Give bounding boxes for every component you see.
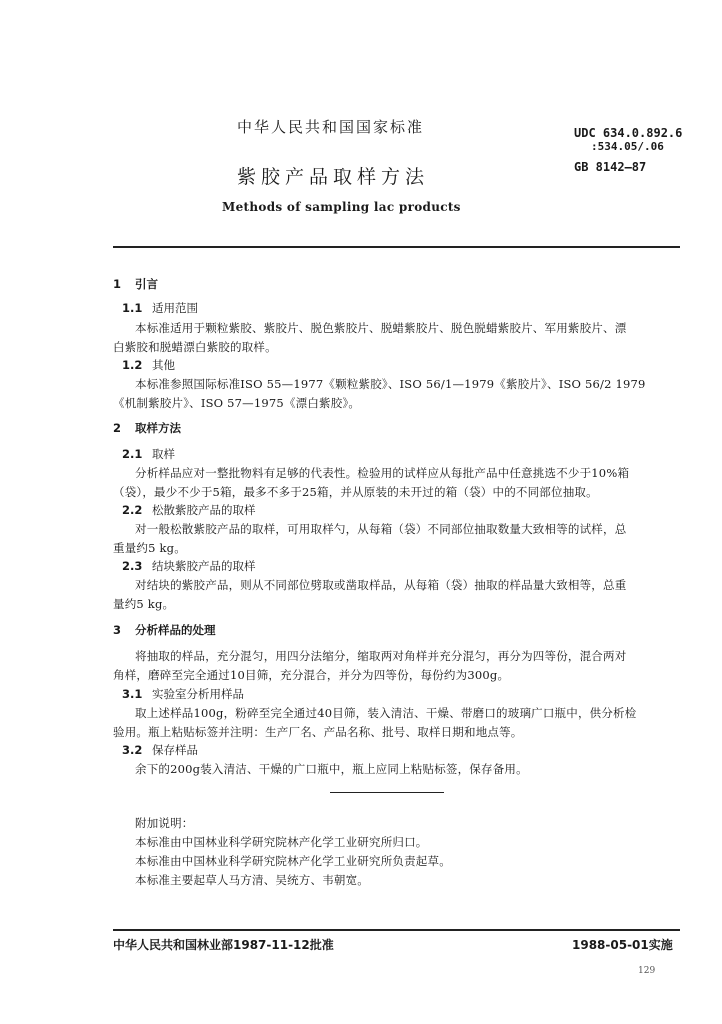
- section-2-1-heading: [122, 446, 175, 462]
- paragraph-line: 分析样品应对一整批物料有足够的代表性。检验用的试样应从每批产品中任意挑选不少于10%箱: [135, 466, 630, 480]
- section-1-1-heading: [122, 300, 198, 316]
- country-standard-title: 中华人民共和国国家标准: [237, 118, 425, 136]
- document-title-cn: 紫胶产品取样方法: [237, 166, 430, 188]
- paragraph-line: 角样，磨碎至完全通过10目筛，充分混合，并分为四等份，每份约为300g。: [113, 668, 510, 682]
- paragraph-line: 本标准适用于颗粒紫胶、紫胶片、脱色紫胶片、脱蜡紫胶片、脱色脱蜡紫胶片、军用紫胶片、漂: [135, 321, 627, 335]
- paragraph-line: 白紫胶和脱蜡漂白紫胶的取样。: [113, 340, 277, 354]
- notes-line: 本标准由中国林业科学研究院林产化学工业研究所负责起草。: [135, 854, 451, 868]
- section-number: 1.1: [122, 301, 143, 315]
- paragraph-line: 重量约5 kg。: [113, 541, 186, 555]
- section-number: 3: [113, 623, 122, 637]
- section-1-2-heading: [122, 357, 175, 373]
- end-of-text-rule: [330, 792, 444, 793]
- section-title: 其他: [152, 358, 175, 372]
- section-number: 2.1: [122, 447, 143, 461]
- gb-standard-code: GB 8142—87: [574, 160, 647, 174]
- notes-heading: 附加说明：: [135, 816, 194, 830]
- paragraph-line: 对结块的紫胶产品，则从不同部位劈取或凿取样品，从每箱（袋）抽取的样品量大致相等，总重: [135, 578, 627, 592]
- paragraph-line: 《机制紫胶片》、ISO 57—1975《漂白紫胶》。: [113, 396, 361, 410]
- notes-line: 本标准由中国林业科学研究院林产化学工业研究所归口。: [135, 835, 428, 849]
- section-number: 2.2: [122, 503, 143, 517]
- section-3-heading: [113, 622, 216, 638]
- approval-statement: 中华人民共和国林业部1987-11-12批准: [113, 938, 334, 952]
- paragraph-line: 将抽取的样品，充分混匀，用四分法缩分，缩取两对角样并充分混匀，再分为四等份，混合两对: [135, 649, 627, 663]
- implementation-date: 1988-05-01实施: [572, 938, 673, 952]
- paragraph-line: 验用。瓶上粘贴标签并注明：生产厂名、产品名称、批号、取样日期和地点等。: [113, 725, 523, 739]
- udc-code-line2: :534.05/.06: [591, 140, 664, 153]
- paragraph-line: 本标准参照国际标准ISO 55—1977《颗粒紫胶》、ISO 56/1—1979《紫胶片》、ISO 56/2 1979: [135, 377, 646, 391]
- footer-divider: [113, 929, 680, 931]
- section-title: 实验室分析用样品: [152, 687, 244, 701]
- section-2-2-heading: [122, 502, 256, 518]
- section-1-heading: [113, 276, 158, 292]
- paragraph-line: 对一般松散紫胶产品的取样，可用取样勺，从每箱（袋）不同部位抽取数量大致相等的试样，总: [135, 522, 627, 536]
- paragraph-line: 余下的200g装入清洁、干燥的广口瓶中，瓶上应同上粘贴标签，保存备用。: [135, 762, 528, 776]
- section-title: 松散紫胶产品的取样: [152, 503, 256, 517]
- paragraph-line: 取上述样品100g，粉碎至完全通过40目筛，装入清洁、干燥、带磨口的玻璃广口瓶中，供分析检: [135, 706, 637, 720]
- section-title: 结块紫胶产品的取样: [152, 559, 256, 573]
- section-number: 2: [113, 421, 122, 435]
- header-divider: [113, 246, 680, 248]
- section-2-3-heading: [122, 558, 256, 574]
- section-3-2-heading: [122, 742, 198, 758]
- paragraph-line: 量约5 kg。: [113, 597, 175, 611]
- section-title: 取样: [152, 447, 175, 461]
- section-number: 3.1: [122, 687, 143, 701]
- section-number: 2.3: [122, 559, 143, 573]
- section-2-heading: [113, 420, 181, 436]
- section-title: 引言: [135, 277, 158, 291]
- section-title: 取样方法: [135, 421, 181, 435]
- section-number: 1: [113, 277, 122, 291]
- notes-line: 本标准主要起草人马方清、吴统方、韦朝宽。: [135, 873, 369, 887]
- section-number: 3.2: [122, 743, 143, 757]
- section-title: 分析样品的处理: [135, 623, 216, 637]
- udc-code-line1: UDC 634.0.892.6: [574, 126, 683, 140]
- section-number: 1.2: [122, 358, 143, 372]
- page-number: 129: [638, 966, 656, 976]
- paragraph-line: （袋），最少不少于5箱，最多不多于25箱，并从原装的未开过的箱（袋）中的不同部位抽取。: [113, 485, 598, 499]
- section-title: 适用范围: [152, 301, 198, 315]
- document-title-en: Methods of sampling lac products: [222, 200, 461, 214]
- section-title: 保存样品: [152, 743, 198, 757]
- section-3-1-heading: [122, 686, 244, 702]
